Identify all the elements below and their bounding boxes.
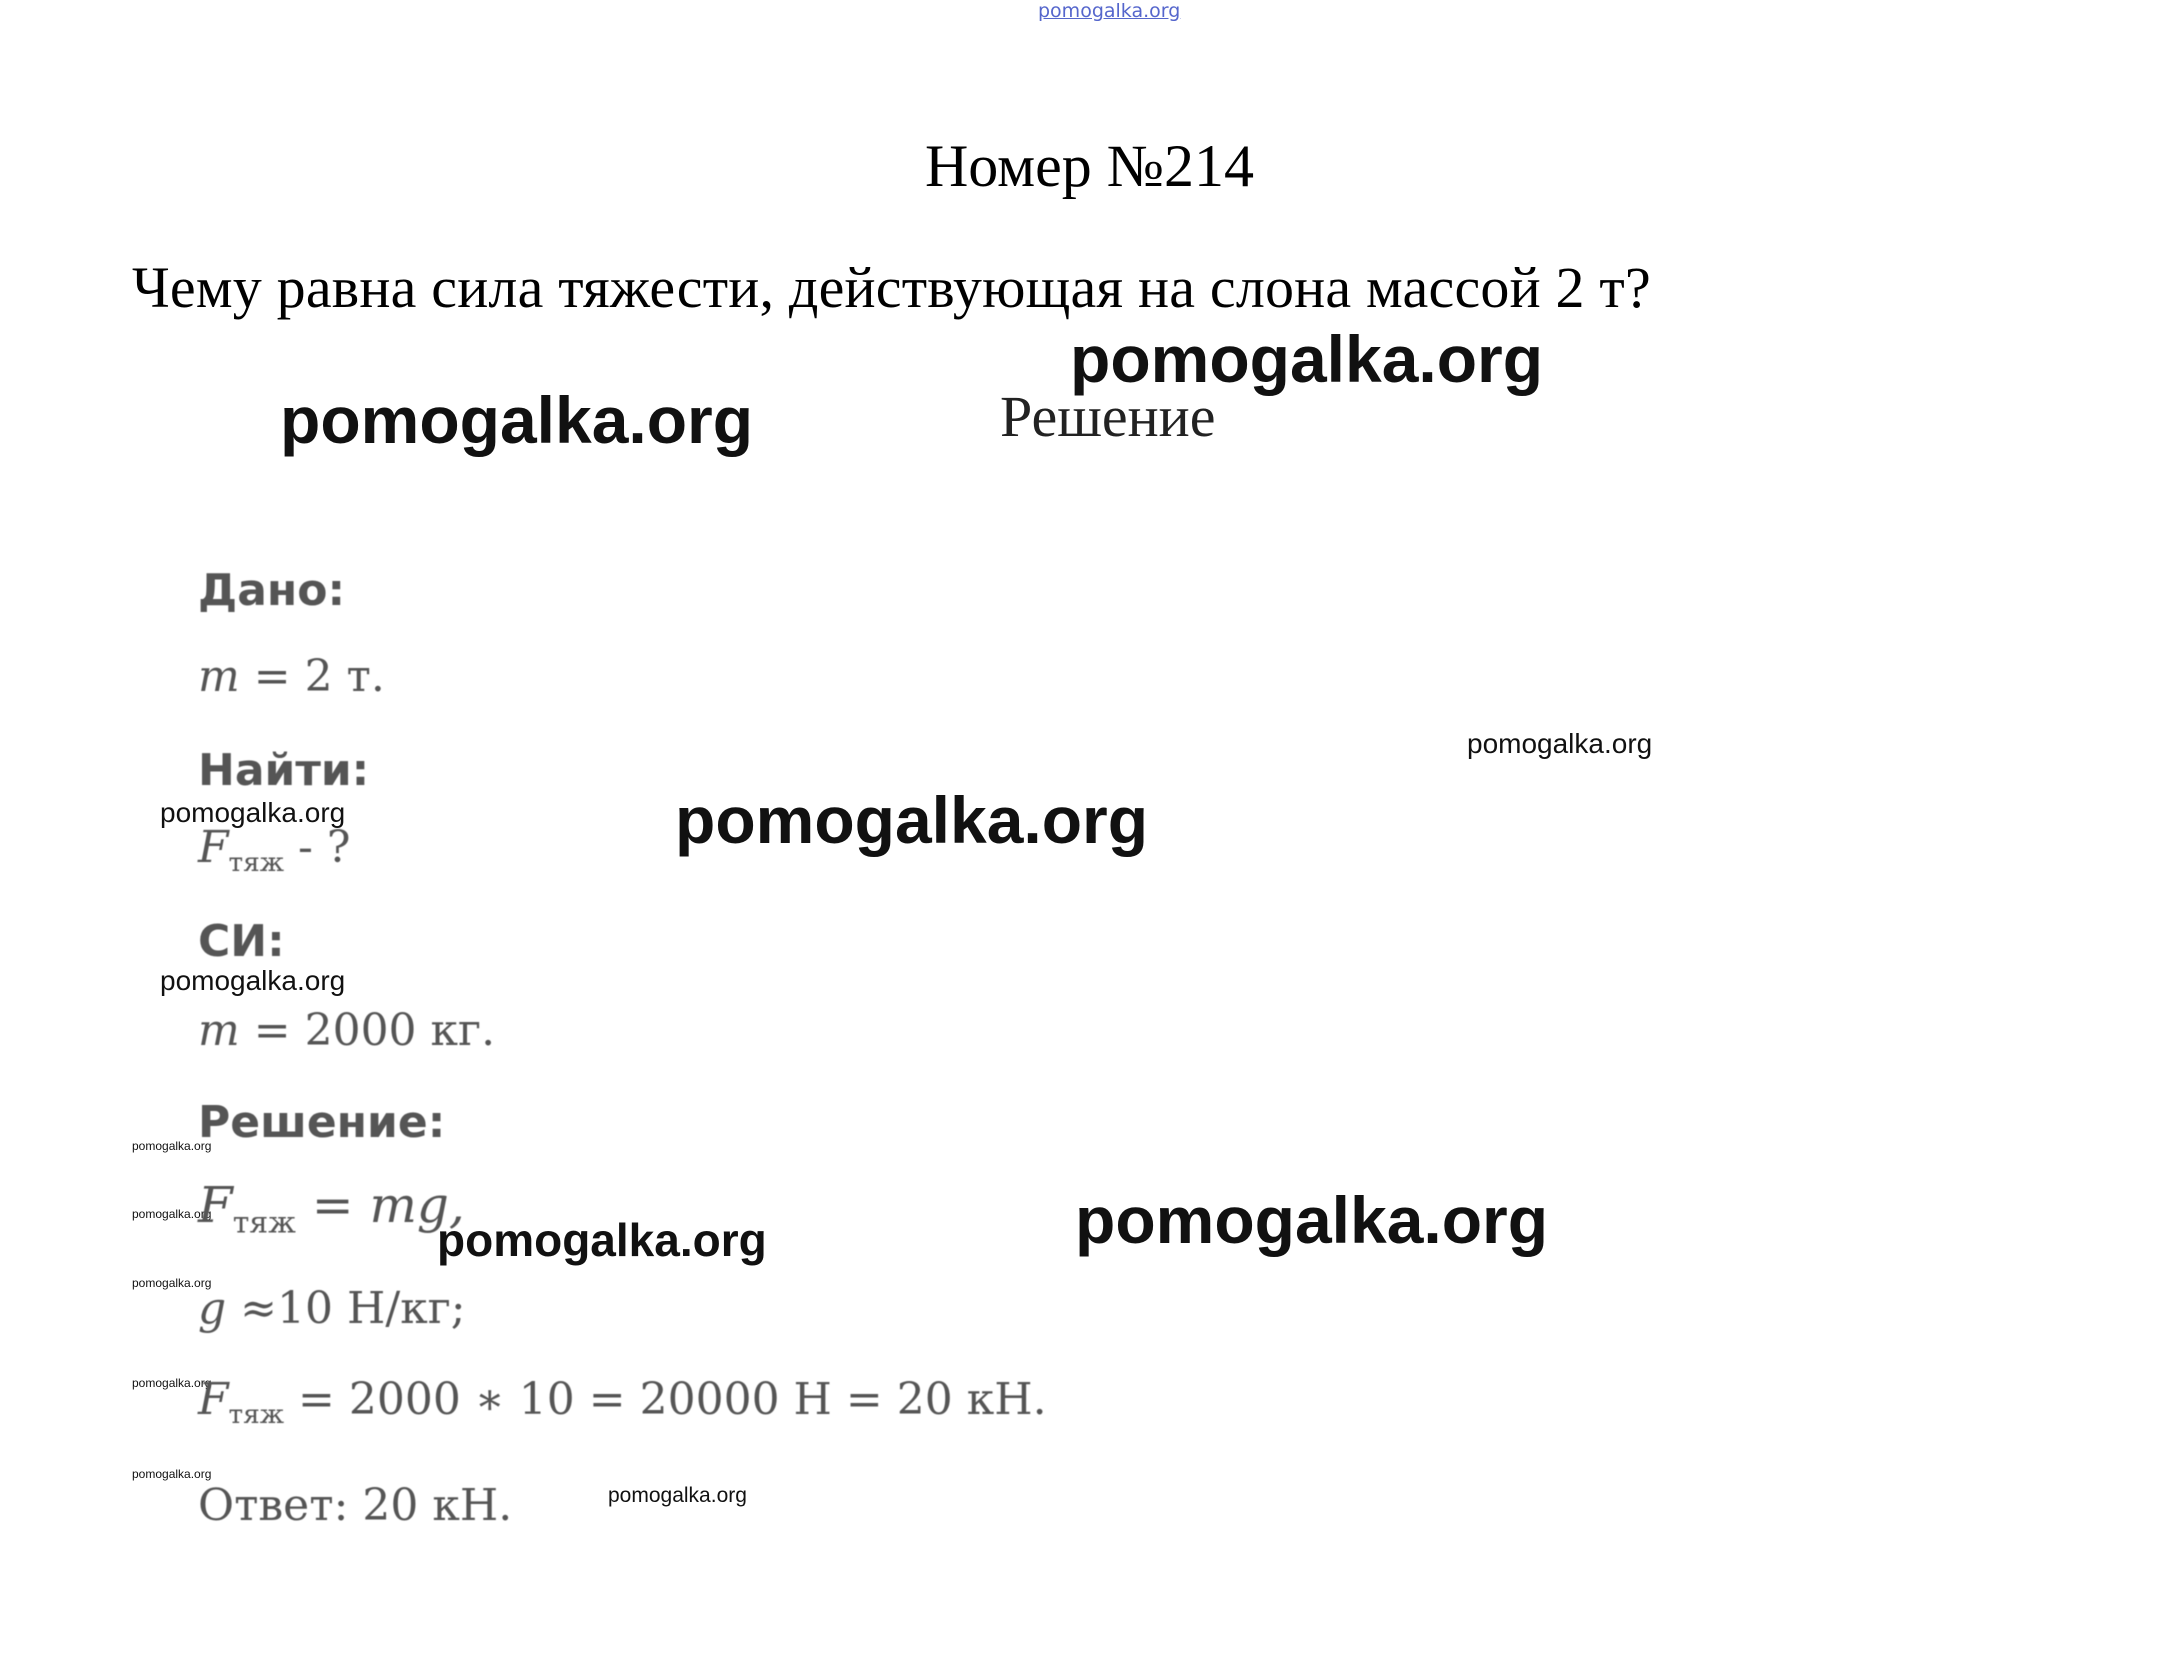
calculation-line: $F_{тяж} = 2000$ ∗ 10 = 20000 Н = 20 кН. — [198, 1374, 1047, 1431]
watermark: pomogalka.org — [132, 1139, 212, 1153]
watermark: pomogalka.org — [132, 1276, 212, 1290]
find-force: $F_{тяж}$ - ? — [198, 822, 351, 879]
given-label: Дано: — [198, 565, 346, 616]
answer-line: Ответ: 20 кН. — [198, 1480, 513, 1531]
page-title: Номер №214 — [924, 133, 1255, 199]
watermark: pomogalka.org — [132, 1376, 212, 1390]
watermark: pomogalka.org — [1070, 322, 1544, 396]
watermark: pomogalka.org — [437, 1214, 767, 1266]
given-mass: m = 2 т. — [198, 651, 385, 702]
watermark: pomogalka.org — [280, 383, 754, 457]
watermark: pomogalka.org — [132, 1207, 212, 1221]
watermark: pomogalka.org — [160, 965, 346, 996]
watermark: pomogalka.org — [1467, 728, 1653, 759]
g-value: g ≈10 Н/кг; — [198, 1283, 466, 1334]
si-mass: m = 2000 кг. — [198, 1005, 496, 1056]
watermark: pomogalka.org — [675, 783, 1149, 857]
si-label: СИ: — [198, 916, 285, 967]
find-label: Найти: — [198, 745, 370, 796]
top-source-link[interactable]: pomogalka.org — [1038, 0, 1181, 22]
watermark: pomogalka.org — [608, 1484, 747, 1507]
formula-line: $F_{тяж}$ = mg, — [198, 1176, 465, 1241]
question-text: Чему равна сила тяжести, действующая на слона массой 2 т? — [132, 255, 1651, 320]
watermark: pomogalka.org — [160, 797, 346, 828]
watermark: pomogalka.org — [132, 1467, 212, 1481]
solution-label: Решение: — [198, 1097, 446, 1148]
watermark: pomogalka.org — [1075, 1183, 1549, 1257]
solution-heading: Решение — [1000, 384, 1216, 449]
